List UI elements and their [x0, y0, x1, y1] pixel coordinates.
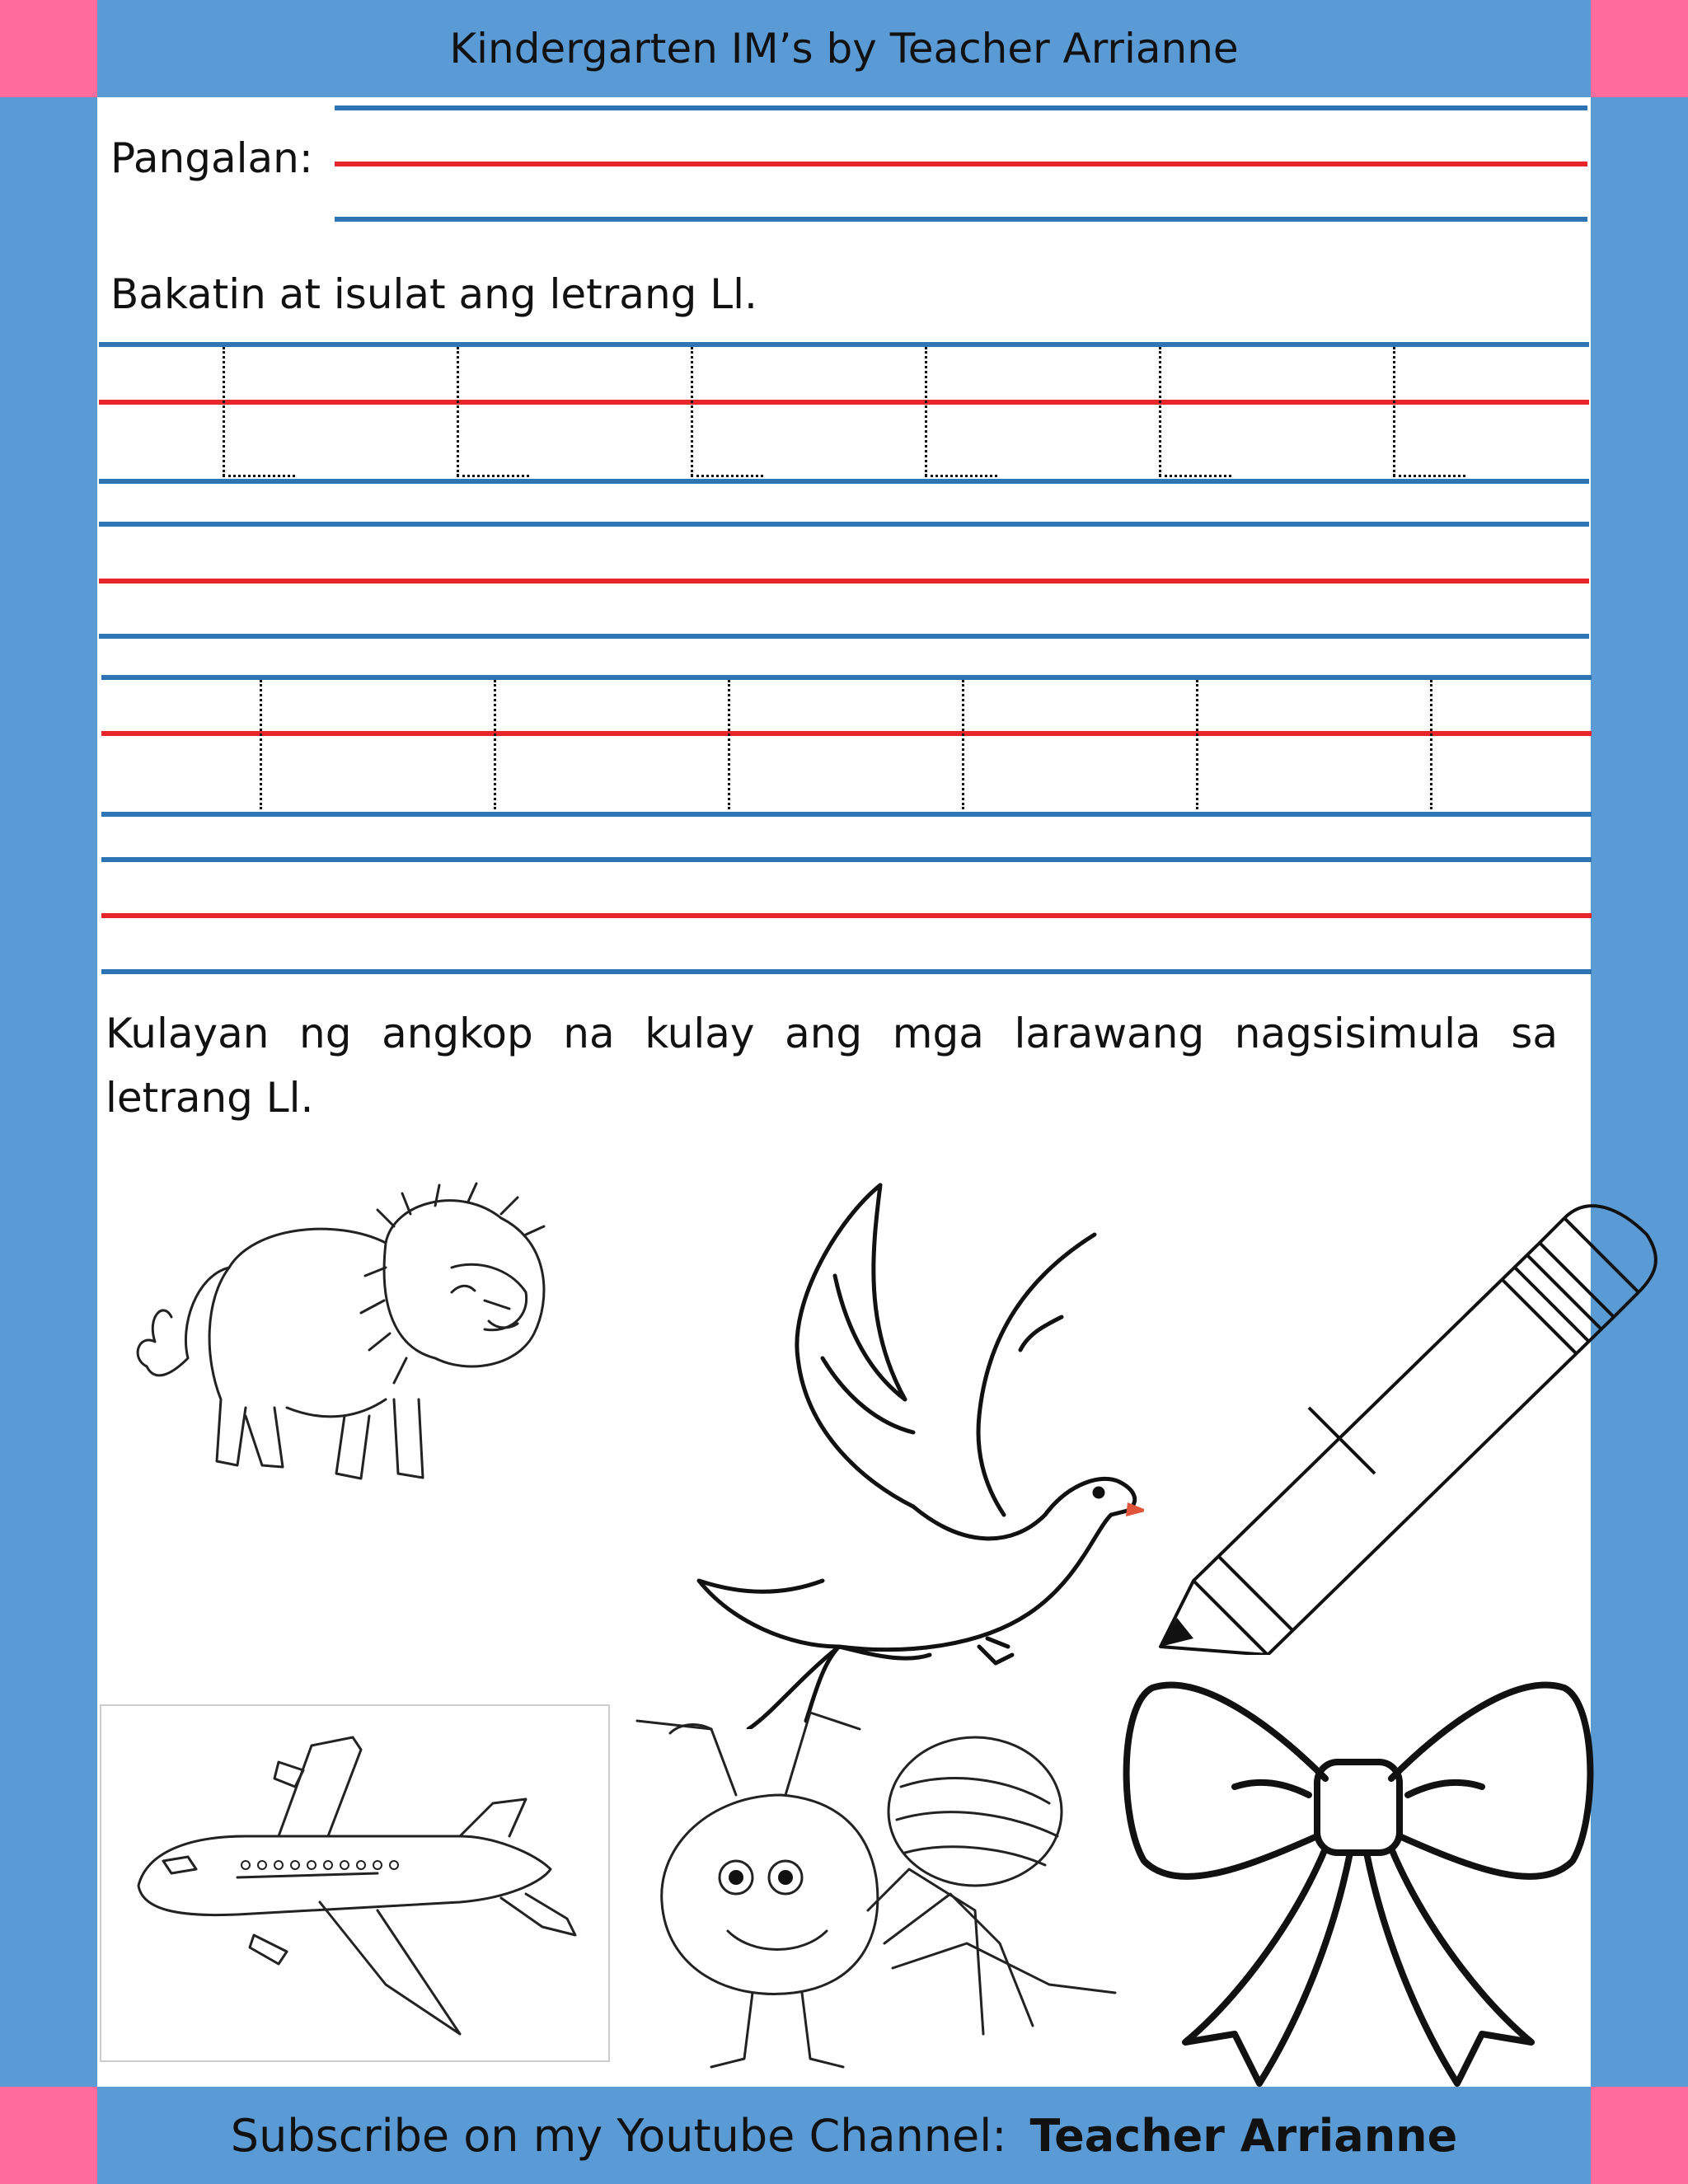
writing-line-blue — [99, 634, 1589, 639]
writing-line-blue — [101, 675, 1592, 680]
writing-line-blue — [99, 522, 1589, 527]
worksheet-paper — [97, 97, 1591, 2087]
writing-line-red — [101, 731, 1592, 736]
writing-line-red — [99, 400, 1589, 405]
ant-icon — [621, 1696, 1132, 2083]
trace-letter-L-base — [223, 475, 295, 477]
header-title: Kindergarten IM’s by Teacher Arrianne — [449, 25, 1239, 73]
writing-line-red — [101, 913, 1592, 918]
corner-decoration — [1591, 2087, 1688, 2184]
name-line-bottom — [335, 217, 1587, 222]
ribbon-icon — [1111, 1655, 1597, 2100]
page-footer — [97, 2087, 1591, 2184]
name-line-mid — [335, 162, 1587, 166]
trace-letter-L-base — [925, 475, 997, 477]
writing-line-blue — [101, 812, 1592, 817]
trace-letter-l — [1430, 680, 1432, 809]
writing-line-blue — [99, 479, 1589, 484]
trace-letter-l — [494, 680, 496, 809]
writing-line-blue — [101, 969, 1592, 974]
corner-decoration — [0, 2087, 97, 2184]
pencil-icon — [1136, 1144, 1663, 1655]
name-label: Pangalan: — [110, 134, 313, 182]
dove-icon — [633, 1086, 1144, 1729]
trace-letter-L-base — [1393, 475, 1465, 477]
trace-letter-L-base — [457, 475, 529, 477]
airplane-icon — [114, 1713, 592, 2050]
writing-line-blue — [101, 857, 1592, 862]
lion-icon — [122, 1169, 584, 1531]
corner-decoration — [1591, 0, 1688, 97]
color-instruction: Kulayan ng angkop na kulay ang mga larawang nagsisimula sa letrang Ll. — [106, 1010, 1558, 1122]
trace-instruction: Bakatin at isulat ang letrang Ll. — [110, 270, 757, 318]
trace-letter-L — [691, 347, 693, 476]
trace-letter-l — [260, 680, 262, 809]
trace-letter-L-base — [1159, 475, 1231, 477]
trace-letter-l — [728, 680, 730, 809]
corner-decoration — [0, 0, 97, 97]
trace-letter-L — [1393, 347, 1395, 476]
trace-letter-L — [925, 347, 927, 476]
page-header — [97, 0, 1591, 97]
footer-text: Subscribe on my Youtube Channel: — [230, 2109, 1007, 2162]
trace-letter-L — [223, 347, 225, 476]
trace-letter-L-base — [691, 475, 763, 477]
footer-channel[interactable]: Teacher Arrianne — [1029, 2109, 1458, 2162]
trace-letter-L — [1159, 347, 1161, 476]
writing-line-red — [99, 579, 1589, 583]
trace-letter-L — [457, 347, 459, 476]
name-line-top — [335, 105, 1587, 110]
trace-letter-l — [1196, 680, 1198, 809]
writing-line-blue — [99, 342, 1589, 347]
trace-letter-l — [962, 680, 964, 809]
